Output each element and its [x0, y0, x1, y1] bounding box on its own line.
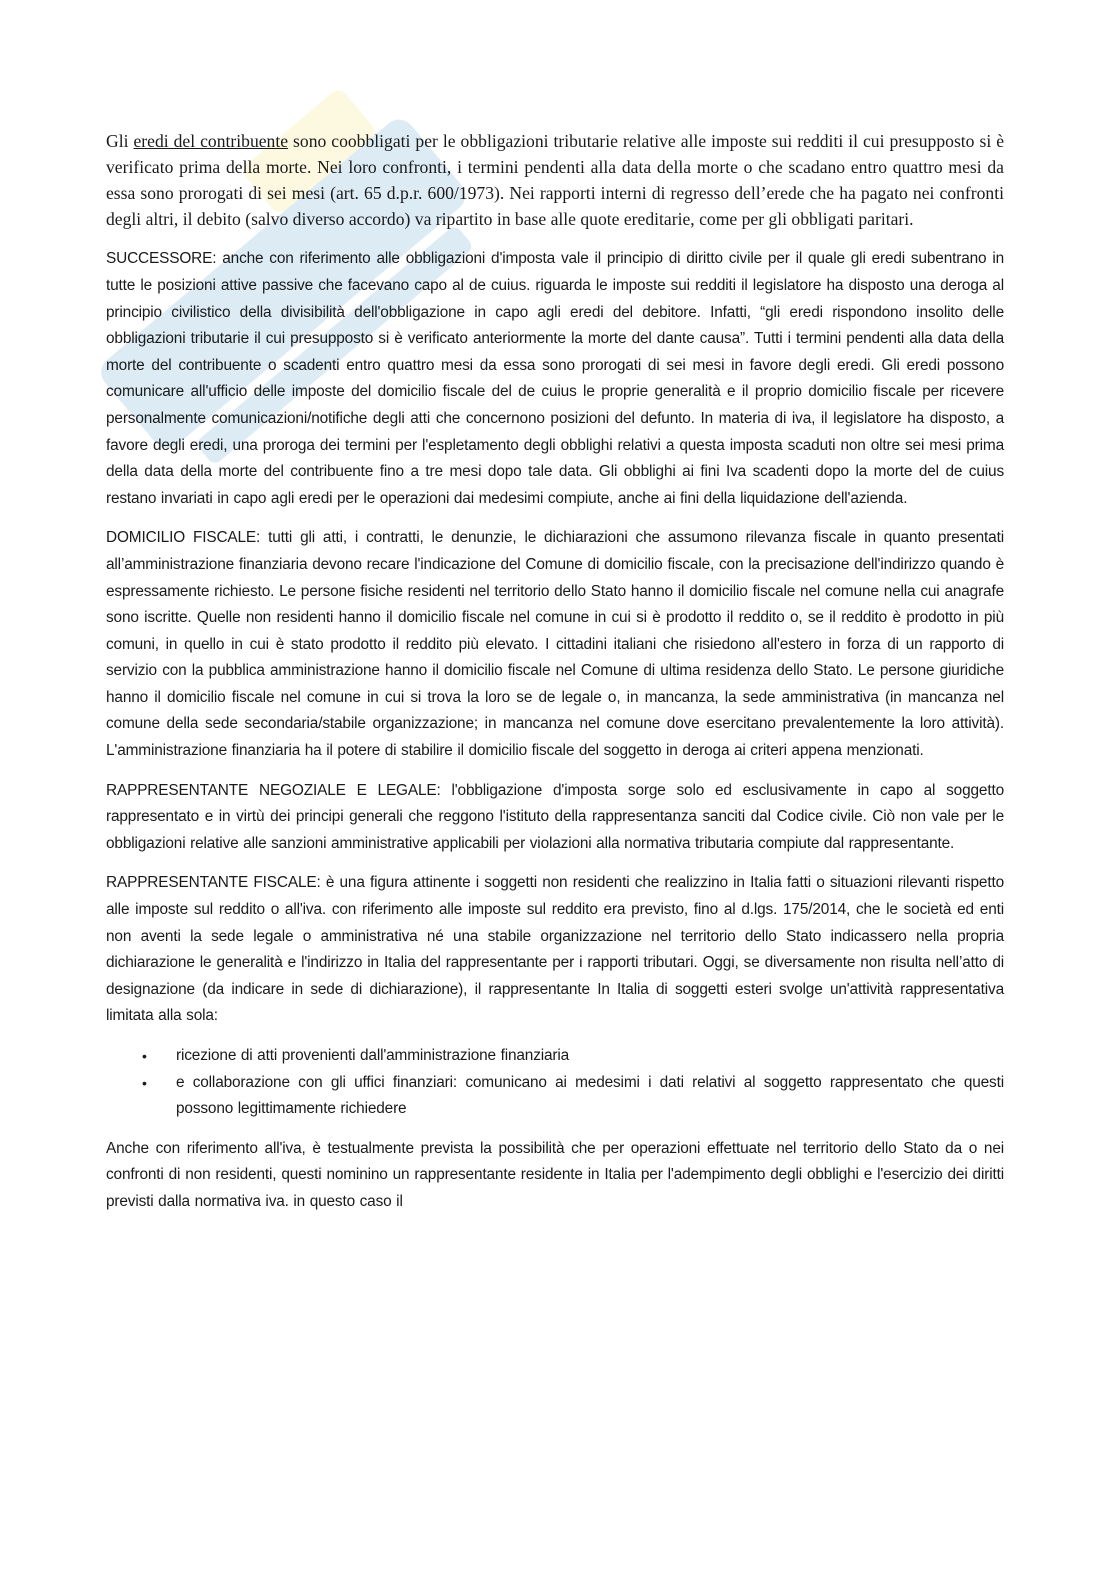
- link-eredi-del-contribuente[interactable]: eredi del contribuente: [133, 131, 289, 151]
- paragraph-eredi: [106, 128, 1004, 232]
- bullet-list: [106, 1043, 1004, 1123]
- paragraph-iva: Anche con riferimento all'iva, è testualmente prevista la possibilità che per operazioni effettuate nel territorio dello Stato da o nei confronti di non residenti, questi nominino un rappresentante residente in Italia per l'adempimento degli obblighi e l'esercizio dei diritti previsti dalla normativa iva. in questo caso il: [106, 1139, 1004, 1210]
- paragraph-rappresentante-fiscale: RAPPRESENTANTE FISCALE: è una figura attinente i soggetti non residenti che realizzino in Italia fatti o situazioni rilevanti rispetto alle imposte sul reddito o all'iva. con riferimento alle imposte sul reddito era previsto, fino al d.lgs. 175/2014, che le società ed enti non aventi la sede legale o amministrativa né una stabile organizzazione nel territorio dello Stato indicassero nella propria dichiarazione le generalità e l'indirizzo in Italia del rappresentante per i rapporti tributari. Oggi, se diversamente non risulta nell’atto di designazione (da indicare in sede di dichiarazione), il rappresentante In Italia di soggetti esteri svolge un'attività rappresentativa limitata alla sola:: [106, 874, 1004, 1025]
- bullet-icon: •: [142, 1074, 147, 1091]
- list-item-text: e collaborazione con gli uffici finanziari: comunicano ai medesimi i dati relativi al soggetto rappresentato che questi possono legittimamente richiedere: [176, 1073, 1004, 1118]
- paragraph-domicilio-fiscale: DOMICILIO FISCALE: tutti gli atti, i contratti, le denunzie, le dichiarazioni che assumono rilevanza fiscale in quanto presentati all’amministrazione finanziaria devono recare l'indicazione del Comune di domicilio fiscale, con la precisazione dell'indirizzo quando è espressamente richiesto. Le persone fisiche residenti nel territorio dello Stato hanno il domicilio fiscale nel comune nella cui anagrafe sono iscritte. Quelle non residenti hanno il domicilio fiscale nel comune in cui si è prodotto il reddito o, se il reddito è prodotto in più comuni, in quello in cui è stato prodotto il reddito più elevato. I cittadini italiani che risiedono all'estero in forza di un rapporto di servizio con la pubblica amministrazione hanno il domicilio fiscale nel Comune di ultima residenza dello Stato. Le persone giuridiche hanno il domicilio fiscale nel comune in cui si trova la loro se de legale o, in mancanza, la sede amministrativa (in mancanza nel comune della sede secondaria/stabile organizzazione; in mancanza nel comune dove esercitano prevalentemente la loro attività). L'amministrazione finanziaria ha il potere di stabilire il domicilio fiscale del soggetto in deroga ai criteri appena menzionati.: [106, 529, 1004, 760]
- paragraph-eredi-lead: Gli: [106, 131, 134, 151]
- paragraph-eredi-text: sono coobbligati per le obbligazioni tributarie relative alle imposte sui redditi il cui presupposto si è verificato prima della morte. Nei loro confronti, i termini pendenti alla data della morte o che scadano entro quattro mesi da essa sono prorogati di sei mesi (art. 65 d.p.r. 600/1973). Nei rapporti interni di regresso dell’erede che ha pagato nei confronti degli altri, il debito (salvo diverso accordo) va ripartito in base alle quote ereditarie, come per gli obbligati paritari.: [106, 131, 1004, 230]
- paragraph-rappresentante-negoziale: RAPPRESENTANTE NEGOZIALE E LEGALE: l'obbligazione d'imposta sorge solo ed esclusivamente in capo al soggetto rappresentato e in virtù dei principi generali che reggono l'istituto della rappresentanza sanciti dal Codice civile. Ciò non vale per le obbligazioni relative alle sanzioni amministrative applicabili per violazioni alla normativa tributaria compiute dal rappresentante.: [106, 781, 1004, 852]
- document-body: [106, 128, 1004, 1229]
- paragraph-successore: SUCCESSORE: anche con riferimento alle obbligazioni d'imposta vale il principio di diritto civile per il quale gli eredi subentrano in tutte le posizioni attive passive che facevano capo al de cuius. riguarda le imposte sui redditi il legislatore ha disposto una deroga al principio civilistico della divisibilità dell'obbligazione in capo agli eredi del debitore. Infatti, “gli eredi rispondono insolito delle obbligazioni tributarie il cui presupposto si è verificato anteriormente la morte del dante causa”. Tutti i termini pendenti alla data della morte del contribuente o scadenti entro quattro mesi da essa sono prorogati di sei mesi in favore degli eredi. Gli eredi possono comunicare all'ufficio delle imposte del domicilio fiscale del de cuius le proprie generalità e il proprio domicilio fiscale per ricevere personalmente comunicazioni/notifiche degli atti che concernono posizioni del defunto. In materia di iva, il legislatore ha disposto, a favore degli eredi, una proroga dei termini per l'espletamento degli obblighi relativi a questa imposta scaduti non oltre sei mesi prima della data della morte del contribuente fino a tre mesi dopo tale data. Gli obblighi ai fini Iva scadenti dopo la morte del de cuius restano invariati in capo agli eredi per le operazioni dai medesimi compiute, anche ai fini della liquidazione dell'azienda.: [106, 250, 1004, 507]
- list-item-text: ricezione di atti provenienti dall'amministrazione finanziaria: [176, 1047, 570, 1064]
- bullet-icon: •: [142, 1048, 147, 1064]
- list-item: [106, 1043, 1004, 1070]
- list-item: [106, 1070, 1004, 1123]
